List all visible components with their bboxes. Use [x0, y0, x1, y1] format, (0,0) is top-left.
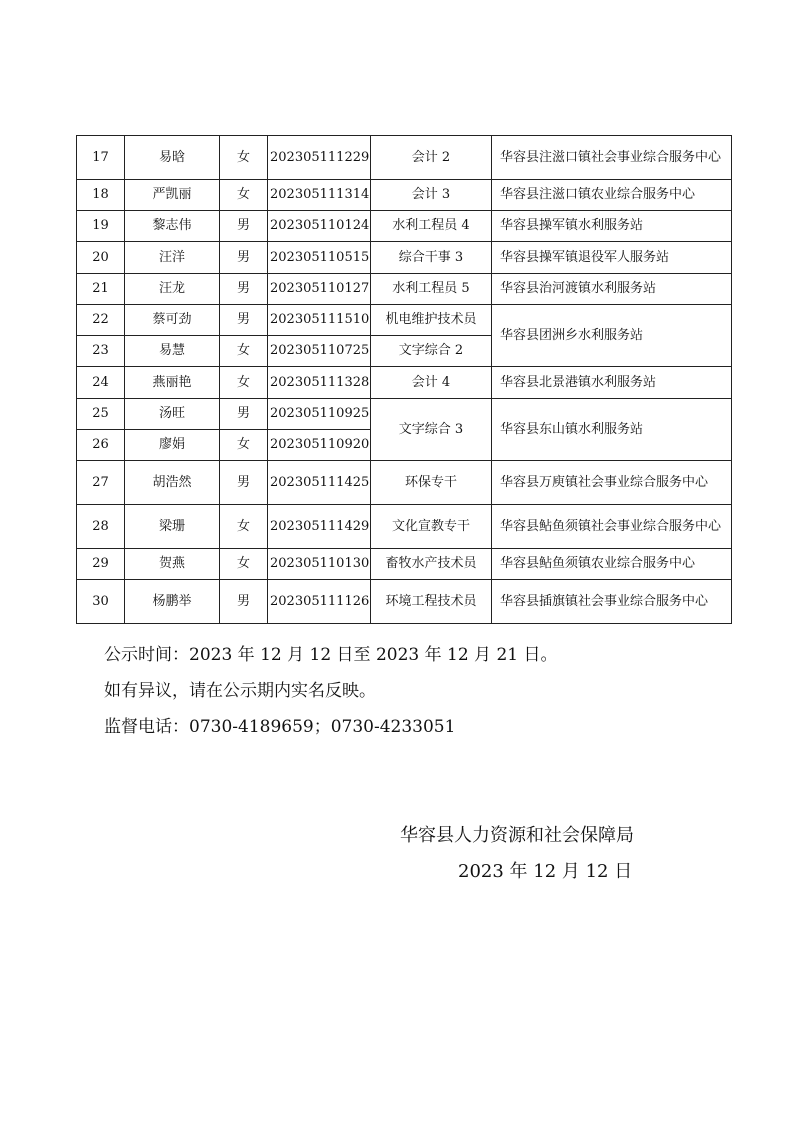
hiring-unit: 华容县万庾镇社会事业综合服务中心 — [492, 461, 732, 505]
table-row — [77, 549, 732, 580]
table-row — [77, 461, 732, 505]
table-row — [77, 399, 732, 430]
hiring-unit: 华容县团洲乡水利服务站 — [492, 305, 732, 367]
position: 环境工程技术员 — [371, 580, 492, 624]
row-number: 18 — [77, 180, 125, 211]
position: 环保专干 — [371, 461, 492, 505]
candidate-gender: 男 — [220, 580, 268, 624]
candidate-gender: 男 — [220, 242, 268, 274]
position: 会计 2 — [371, 136, 492, 180]
signature-block — [400, 818, 634, 890]
candidate-gender: 女 — [220, 430, 268, 461]
position: 机电维护技术员 — [371, 305, 492, 336]
candidate-name: 严凯丽 — [125, 180, 220, 211]
exam-id: 202305110725 — [268, 336, 371, 367]
exam-id: 202305110920 — [268, 430, 371, 461]
candidate-gender: 女 — [220, 336, 268, 367]
candidate-gender: 男 — [220, 211, 268, 242]
position: 综合干事 3 — [371, 242, 492, 274]
exam-id: 202305111328 — [268, 367, 371, 399]
hiring-unit: 华容县注滋口镇社会事业综合服务中心 — [492, 136, 732, 180]
exam-id: 202305110925 — [268, 399, 371, 430]
row-number: 30 — [77, 580, 125, 624]
exam-id: 202305111229 — [268, 136, 371, 180]
exam-id: 202305110515 — [268, 242, 371, 274]
hiring-unit: 华容县东山镇水利服务站 — [492, 399, 732, 461]
candidate-name: 杨鹏举 — [125, 580, 220, 624]
row-number: 23 — [77, 336, 125, 367]
exam-id: 202305110124 — [268, 211, 371, 242]
position: 会计 3 — [371, 180, 492, 211]
candidate-gender: 女 — [220, 367, 268, 399]
issue-date: 2023 年 12 月 12 日 — [458, 861, 633, 882]
notice-block — [104, 637, 558, 745]
candidate-gender: 男 — [220, 399, 268, 430]
table-row — [77, 367, 732, 399]
candidate-name: 易慧 — [125, 336, 220, 367]
position: 会计 4 — [371, 367, 492, 399]
hiring-unit: 华容县操军镇水利服务站 — [492, 211, 732, 242]
exam-id: 202305111510 — [268, 305, 371, 336]
position: 文字综合 2 — [371, 336, 492, 367]
candidate-name: 汪龙 — [125, 274, 220, 305]
notice-hotline: 监督电话：0730-4189659；0730-4233051 — [104, 717, 456, 737]
candidate-gender: 男 — [220, 274, 268, 305]
exam-id: 202305111126 — [268, 580, 371, 624]
position: 文化宣教专干 — [371, 505, 492, 549]
candidate-table — [76, 135, 732, 624]
notice-objection: 如有异议，请在公示期内实名反映。 — [104, 681, 376, 701]
row-number: 19 — [77, 211, 125, 242]
table-row — [77, 180, 732, 211]
candidate-gender: 女 — [220, 136, 268, 180]
hiring-unit: 华容县操军镇退役军人服务站 — [492, 242, 732, 274]
table-row — [77, 211, 732, 242]
row-number: 27 — [77, 461, 125, 505]
position: 畜牧水产技术员 — [371, 549, 492, 580]
candidate-gender: 女 — [220, 505, 268, 549]
hiring-unit: 华容县鲇鱼须镇社会事业综合服务中心 — [492, 505, 732, 549]
issuing-organization: 华容县人力资源和社会保障局 — [400, 825, 634, 846]
candidate-gender: 男 — [220, 305, 268, 336]
table-row — [77, 274, 732, 305]
position: 文字综合 3 — [371, 399, 492, 461]
candidate-name: 易晗 — [125, 136, 220, 180]
exam-id: 202305111314 — [268, 180, 371, 211]
hiring-unit: 华容县北景港镇水利服务站 — [492, 367, 732, 399]
candidate-name: 汪洋 — [125, 242, 220, 274]
table-row — [77, 242, 732, 274]
row-number: 21 — [77, 274, 125, 305]
candidate-name: 胡浩然 — [125, 461, 220, 505]
candidate-name: 燕丽艳 — [125, 367, 220, 399]
candidate-gender: 男 — [220, 461, 268, 505]
table-row — [77, 305, 732, 336]
candidate-name: 梁珊 — [125, 505, 220, 549]
candidate-name: 贺燕 — [125, 549, 220, 580]
row-number: 26 — [77, 430, 125, 461]
candidate-gender: 女 — [220, 549, 268, 580]
row-number: 25 — [77, 399, 125, 430]
hiring-unit: 华容县注滋口镇农业综合服务中心 — [492, 180, 732, 211]
candidate-gender: 女 — [220, 180, 268, 211]
position: 水利工程员 5 — [371, 274, 492, 305]
candidate-name: 汤旺 — [125, 399, 220, 430]
row-number: 17 — [77, 136, 125, 180]
position: 水利工程员 4 — [371, 211, 492, 242]
hiring-unit: 华容县治河渡镇水利服务站 — [492, 274, 732, 305]
exam-id: 202305110130 — [268, 549, 371, 580]
exam-id: 202305111429 — [268, 505, 371, 549]
hiring-unit: 华容县鲇鱼须镇农业综合服务中心 — [492, 549, 732, 580]
row-number: 24 — [77, 367, 125, 399]
candidate-name: 蔡可劲 — [125, 305, 220, 336]
row-number: 29 — [77, 549, 125, 580]
candidate-name: 廖娟 — [125, 430, 220, 461]
table-row — [77, 580, 732, 624]
hiring-unit: 华容县插旗镇社会事业综合服务中心 — [492, 580, 732, 624]
table-row — [77, 136, 732, 180]
exam-id: 202305110127 — [268, 274, 371, 305]
row-number: 20 — [77, 242, 125, 274]
row-number: 22 — [77, 305, 125, 336]
row-number: 28 — [77, 505, 125, 549]
table-row — [77, 505, 732, 549]
exam-id: 202305111425 — [268, 461, 371, 505]
notice-period: 公示时间：2023 年 12 月 12 日至 2023 年 12 月 21 日。 — [104, 645, 558, 665]
candidate-name: 黎志伟 — [125, 211, 220, 242]
